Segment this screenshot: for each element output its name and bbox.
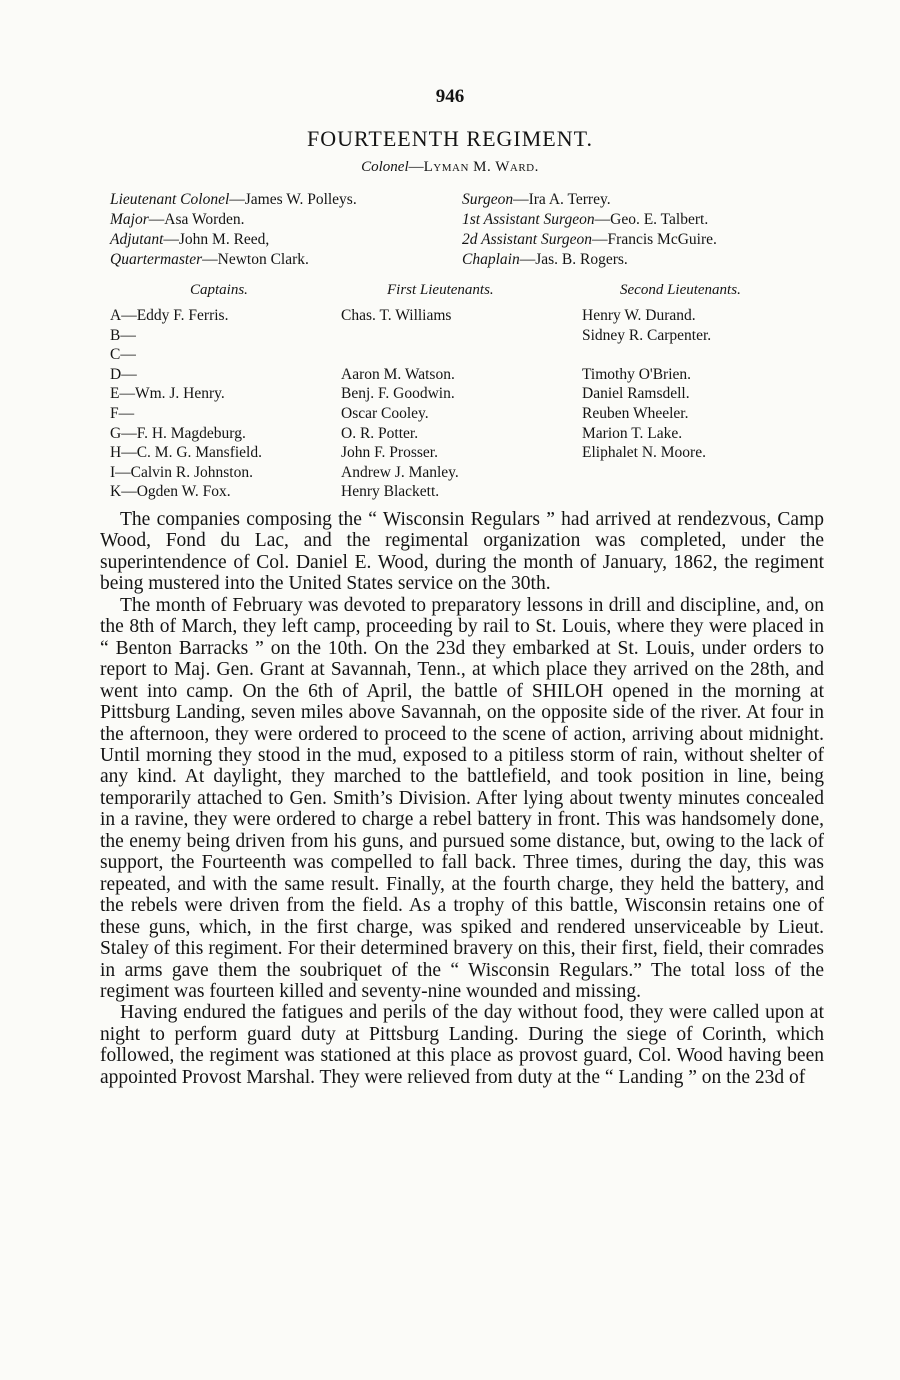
list-item (582, 345, 711, 365)
list-item: C— (110, 346, 136, 364)
list-item: Reuben Wheeler. (582, 404, 689, 422)
list-item: Eliphalet N. Moore. (582, 444, 706, 462)
captains-header: Captains. (190, 282, 248, 298)
colonel-line (0, 159, 900, 176)
officer-name: —Jas. B. Rogers. (519, 251, 628, 268)
list-item: I—Calvin R. Johnston. (110, 463, 253, 481)
list-item: Timothy O'Brien. (582, 365, 692, 383)
list-item (341, 345, 459, 365)
officer-rank: 1st Assistant Surgeon (462, 211, 595, 228)
officer-rank: 2d Assistant Surgeon (462, 231, 593, 248)
page-title: FOURTEENTH REGIMENT. (307, 126, 593, 151)
paragraph: The month of February was devoted to preparatory lessons in drill and discipline, and, on the 8th of March, they left camp, proceeding by rail to St. Louis, where they were placed in “ Benton Barracks ” on the 10th. On the 23d they embarked at St. Louis, under orders to report to Maj. Gen. Grant at Savannah, Tenn., at which place they arrived on the 28th, and went into camp. On the 6th of April, the battle of SHILOH opened in the morning at Pittsburg Landing, seven miles above Savannah, on the opposite side of the river. At four in the afternoon, they were ordered to proceed to the scene of action, arriving about midnight. Until morning they stood in the mud, exposed to a pitiless storm of rain, without shelter of any kind. At daylight, they marched to the battlefield, and took position in line, being temporarily attached to Gen. Smith’s Division. After lying about twenty minutes concealed in a ravine, they were ordered to charge a rebel battery in front. This was handsomely done, the enemy being driven from his guns, and pursued some distance, but, owing to the lack of support, the Fourteenth was compelled to fall back. Three times, during the day, this was repeated, and with the same result. Finally, at the fourth charge, they held the battery, and the rebels were driven from the field. As a trophy of this battle, Wisconsin retains one of these guns, which, in the first charge, was spiked and rendered unserviceable by Lieut. Staley of this regiment. For their determined bravery on this, their first, field, their comrades in arms gave them the soubriquet of the “ Wisconsin Regulars.” The total loss of the regiment was fourteen killed and seventy-nine wounded and missing. (100, 594, 824, 1002)
officer-row (462, 230, 717, 250)
list-item: Henry W. Durand. (582, 307, 696, 324)
officer-name: —Newton Clark. (202, 251, 309, 268)
paragraph: The companies composing the “ Wisconsin Regulars ” had arrived at rendezvous, Camp Wood, Fond du Lac, and the regimental organization was completed, under the superintendence of Col. Daniel E. Wood, during the month of January, 1862, the regiment being mustered into the United States service on the 30th. (100, 509, 824, 595)
list-item (582, 463, 711, 483)
list-item: O. R. Potter. (341, 424, 419, 442)
officer-rank: Major (110, 211, 149, 228)
officer-row (462, 190, 717, 210)
list-item: E—Wm. J. Henry. (110, 385, 225, 403)
field-officers-right (462, 190, 717, 270)
officer-rank: Surgeon (462, 191, 514, 208)
officer-rank: Chaplain (462, 251, 520, 268)
body-text (100, 509, 824, 1088)
list-item: B— (110, 326, 136, 344)
list-item: Aaron M. Watson. (341, 365, 455, 383)
officer-row (462, 250, 717, 270)
officer-name: —John M. Reed, (163, 231, 270, 248)
field-officers-left (110, 190, 357, 270)
captains-column (110, 306, 262, 502)
colonel-sep: — (408, 159, 424, 175)
first-lieutenants-header: First Lieutenants. (387, 282, 494, 298)
officer-name: —Francis McGuire. (592, 231, 717, 248)
first-lieutenants-column (341, 306, 459, 502)
list-item: Daniel Ramsdell. (582, 385, 690, 403)
list-item: H—C. M. G. Mansfield. (110, 444, 262, 462)
officer-row (110, 230, 357, 250)
list-item: Chas. T. Williams (341, 307, 452, 324)
officer-name: —Asa Worden. (148, 211, 245, 228)
officer-row (110, 190, 357, 210)
list-item: D— (110, 365, 137, 383)
list-item: John F. Prosser. (341, 444, 438, 462)
second-lieutenants-header: Second Lieutenants. (620, 282, 741, 298)
list-item (341, 326, 459, 346)
officer-row (110, 250, 357, 270)
list-item: A—Eddy F. Ferris. (110, 307, 229, 324)
second-lieutenants-column (582, 306, 711, 502)
list-item: Henry Blackett. (341, 483, 440, 501)
officer-rank: Lieutenant Colonel (110, 191, 230, 208)
page-number: 946 (435, 86, 465, 107)
list-item: Benj. F. Goodwin. (341, 385, 455, 403)
officer-row (462, 210, 717, 230)
colonel-name: Lyman M. Ward. (423, 159, 539, 175)
list-item: G—F. H. Magdeburg. (110, 424, 246, 442)
colonel-rank: Colonel (361, 159, 409, 175)
list-item: F— (110, 404, 135, 422)
list-item: Andrew J. Manley. (341, 463, 459, 481)
officer-name: —James W. Polleys. (229, 191, 357, 208)
officer-row (110, 210, 357, 230)
list-item: K—Ogden W. Fox. (110, 483, 231, 501)
officer-rank: Adjutant (110, 231, 164, 248)
list-item: Sidney R. Carpenter. (582, 326, 712, 344)
officer-name: —Ira A. Terrey. (513, 191, 611, 208)
list-item: Marion T. Lake. (582, 424, 683, 442)
list-item: Oscar Cooley. (341, 404, 429, 422)
officer-name: —Geo. E. Talbert. (594, 211, 709, 228)
paragraph: Having endured the fatigues and perils of the day without food, they were called upon at night to perform guard duty at Pittsburg Landing. During the siege of Corinth, which followed, the regiment was stationed at this place as provost guard, Col. Wood having been appointed Provost Marshal. They were relieved from duty at the “ Landing ” on the 23d of (100, 1002, 824, 1088)
list-item (582, 482, 711, 502)
officer-rank: Quartermaster (110, 251, 203, 268)
